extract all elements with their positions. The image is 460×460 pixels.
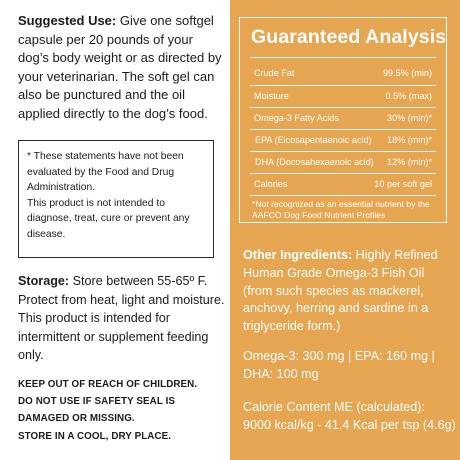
analysis-row-epa	[250, 131, 436, 149]
analysis-row-name: Omega-3 Fatty Acids	[254, 113, 339, 123]
warnings	[18, 376, 223, 445]
calorie-content-line1: Calorie Content ME (calculated):	[243, 400, 425, 414]
calorie-content	[243, 399, 458, 435]
analysis-divider	[250, 129, 436, 130]
warning-line: STORE IN A COOL, DRY PLACE.	[18, 430, 172, 442]
analysis-footnote: *Not recognized as an essential nutrient by the AAFCO Dog Food Nutrient Profiles	[252, 199, 430, 220]
omega-content: Omega-3: 300 mg | EPA: 160 mg | DHA: 100 mg	[243, 349, 435, 381]
analysis-row-moisture	[250, 87, 436, 105]
fda-disclaimer-line2: This product is not intended to diagnose, treat, cure or prevent any disease.	[27, 197, 190, 240]
analysis-row-value: 0.5% (max)	[385, 91, 432, 101]
analysis-row-value: 99.5% (min)	[382, 68, 432, 78]
analysis-row-calories	[250, 175, 436, 193]
calorie-content-line2: 9000 kcal/kg - 41.4 Kcal per tsp (4.6g)	[243, 417, 456, 432]
right-panel	[230, 0, 460, 460]
analysis-row-value: 30% (min)*	[387, 113, 432, 123]
analysis-row-name: Moisture	[254, 91, 289, 101]
guaranteed-analysis-box	[239, 17, 447, 223]
analysis-row-name: DHA (Docosahexaenoic acid)	[255, 157, 374, 167]
other-ingredients-text: Highly Refined Human Grade Omega-3 Fish Oil (from such species as mackerel, anchovy, herring and sardine in a triglyceride form.)	[243, 248, 438, 334]
analysis-divider	[250, 85, 436, 86]
storage-text: Store between 55-65º F. Protect from heat, light and moisture. This product is intended for intermittent or supplement feeding only.	[18, 274, 225, 363]
analysis-divider	[250, 151, 436, 152]
analysis-row-value: 12% (min)*	[387, 157, 432, 167]
analysis-row-crude-fat	[250, 64, 436, 82]
suggested-use-heading: Suggested Use:	[18, 13, 117, 28]
fda-disclaimer-line1: * These statements have not been evaluated by the Food and Drug Administration.	[27, 151, 184, 194]
analysis-divider	[250, 57, 436, 58]
warning-line: DAMAGED OR MISSING.	[18, 413, 135, 425]
analysis-divider	[250, 195, 436, 196]
suggested-use	[18, 12, 226, 124]
analysis-row-name: EPA (Eicosapentaenoic acid)	[255, 135, 372, 145]
analysis-row-omega3	[250, 109, 436, 127]
warning-line: DO NOT USE IF SAFETY SEAL IS	[18, 396, 176, 408]
storage	[18, 272, 228, 365]
other-ingredients	[243, 247, 453, 336]
other-ingredients-heading: Other Ingredients:	[243, 248, 353, 262]
analysis-divider	[250, 173, 436, 174]
fda-disclaimer-box	[18, 140, 214, 258]
suggested-use-text: Give one softgel capsule per 20 pounds of your dog’s body weight or as directed by your veterinarian. The soft gel can also be punctured and the oil applied directly to the dog’s food.	[18, 13, 222, 121]
analysis-divider	[250, 107, 436, 108]
storage-heading: Storage:	[18, 274, 70, 288]
analysis-row-name: Calories	[254, 179, 288, 189]
analysis-row-dha	[250, 153, 436, 171]
warning-line: KEEP OUT OF REACH OF CHILDREN.	[18, 379, 198, 390]
analysis-row-value: 10 per soft gel	[374, 179, 432, 189]
analysis-row-name: Crude Fat	[254, 68, 295, 78]
analysis-row-value: 18% (min)*	[387, 135, 432, 145]
guaranteed-analysis-title: Guaranteed Analysis	[251, 26, 447, 48]
